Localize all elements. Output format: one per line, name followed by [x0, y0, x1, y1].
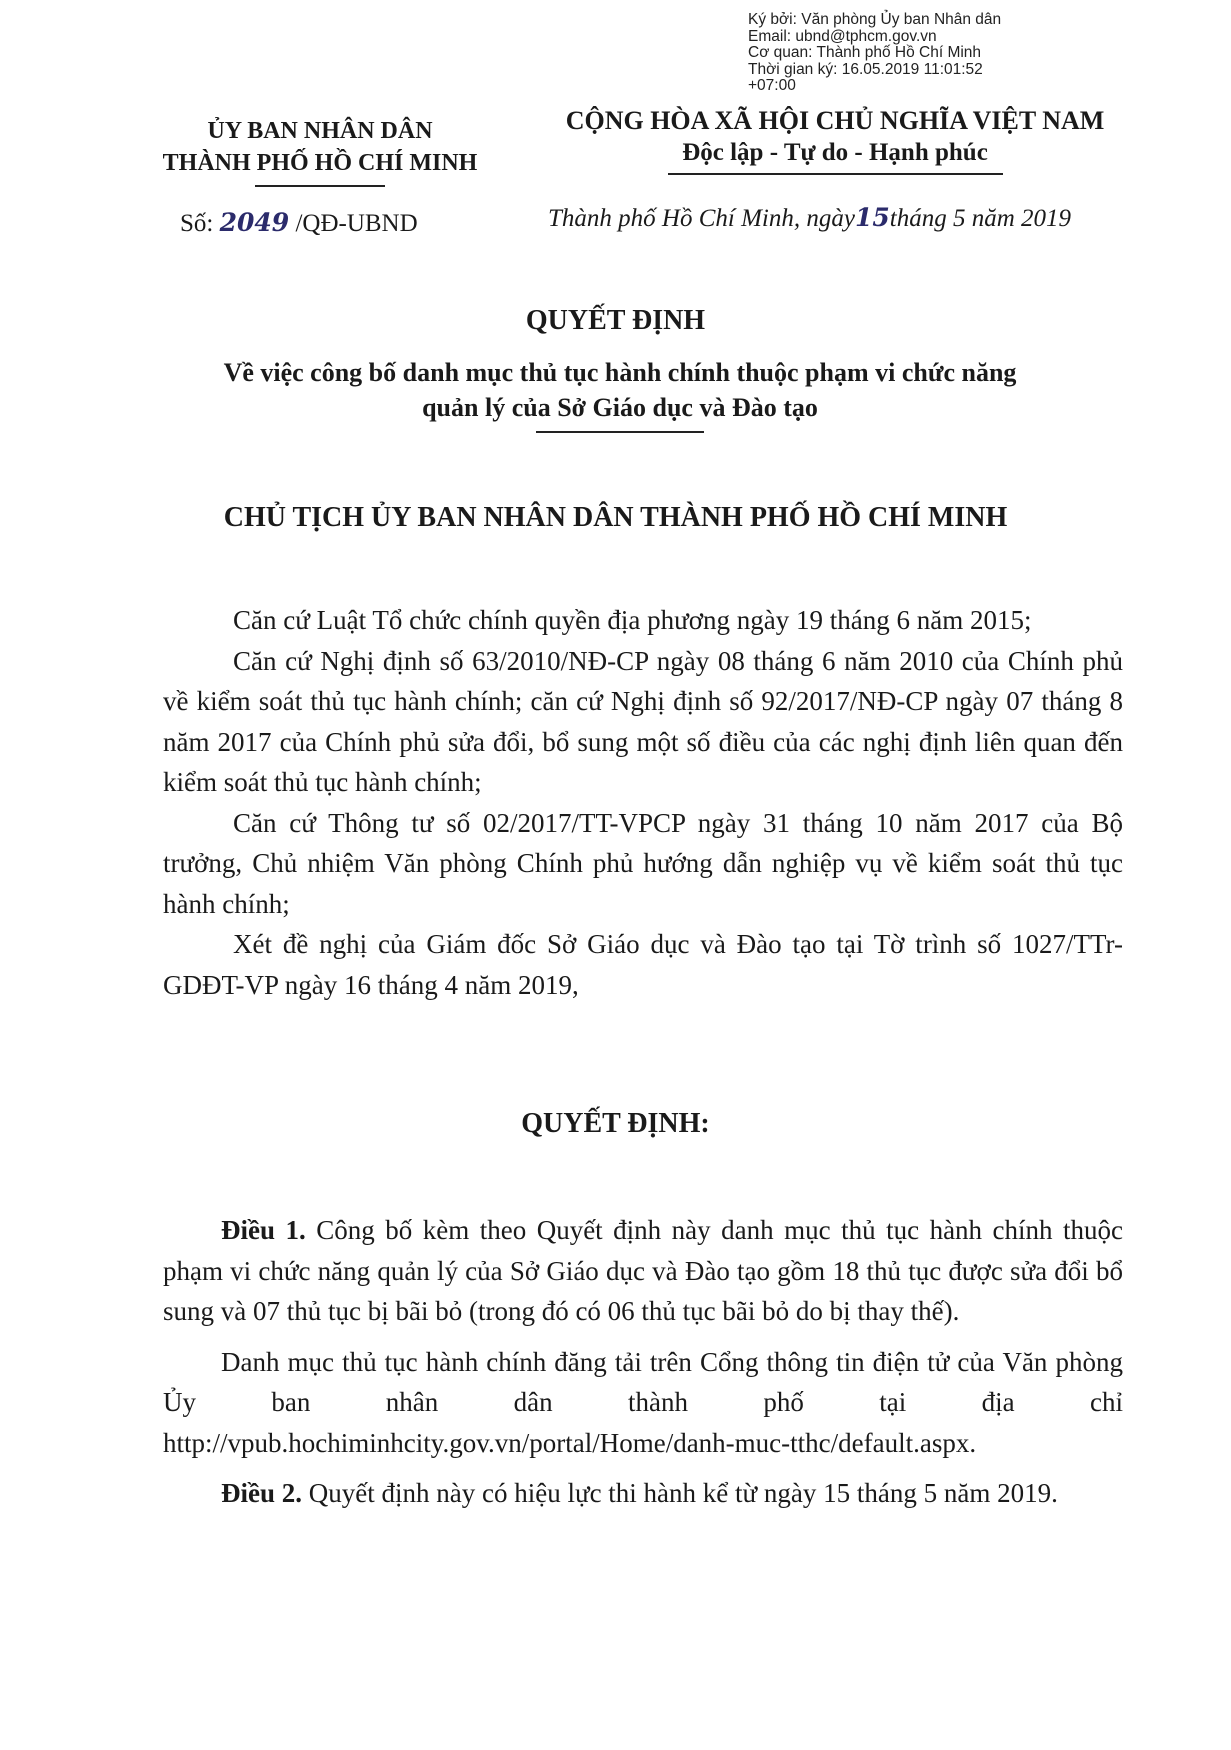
doc-number-handwritten: 2049 [219, 208, 290, 237]
article-1 [163, 1210, 1123, 1332]
national-header [540, 105, 1130, 175]
doc-number-prefix: Số: [180, 210, 220, 237]
date-suffix: tháng 5 năm 2019 [889, 205, 1071, 232]
subtitle-line-1: Về việc công bố danh mục thủ tục hành chính thuộc phạm vi chức năng [223, 358, 1017, 387]
basis-paragraph: Căn cứ Nghị định số 63/2010/NĐ-CP ngày 08 tháng 6 năm 2010 của Chính phủ về kiểm soát thủ tục hành chính; căn cứ Nghị định số 92/2017/NĐ-CP ngày 07 tháng 8 năm 2017 của Chính phủ sửa đổi, bổ sung một số điều của các nghị định liên quan đến kiểm soát thủ tục hành chính; [163, 645, 1123, 797]
signature-timezone: +07:00 [748, 77, 796, 94]
national-motto: Độc lập - Tự do - Hạnh phúc [682, 139, 988, 166]
document-title: QUYẾT ĐỊNH [525, 305, 706, 336]
article-1-paragraph-2: Danh mục thủ tục hành chính đăng tải trên Cổng thông tin điện tử của Văn phòng Ủy ban nhân dân thành phố tại địa chỉ http://vpub.hochiminhcity.gov.vn/portal/Home/danh-muc-tthc/default.aspx. [163, 1346, 1123, 1458]
article-1-label: Điều 1. [221, 1215, 306, 1245]
article-2-text: Quyết định này có hiệu lực thi hành kể từ ngày 15 tháng 5 năm 2019. [302, 1478, 1058, 1508]
document-number [180, 208, 418, 238]
date-day-handwritten: 15 [854, 203, 890, 232]
article-1-text: Công bố kèm theo Quyết định này danh mục thủ tục hành chính thuộc phạm vi chức năng quản lý của Sở Giáo dục và Đào tạo gồm 18 thủ tục được sửa đổi bổ sung và 07 thủ tục bị bãi bỏ (trong đó có 06 thủ tục bãi bỏ do bị thay thế). [163, 1215, 1124, 1326]
basis-paragraph: Căn cứ Thông tư số 02/2017/TT-VPCP ngày 31 tháng 10 năm 2017 của Bộ trưởng, Chủ nhiệm Văn phòng Chính phủ hướng dẫn nghiệp vụ về kiểm soát thủ tục hành chính; [163, 807, 1123, 919]
subtitle-line-2: quản lý của Sở Giáo dục và Đào tạo [422, 393, 818, 422]
article-2 [163, 1473, 1123, 1514]
legal-basis [163, 600, 1123, 1005]
date-line [548, 203, 1071, 233]
article-2-label: Điều 2. [221, 1478, 302, 1508]
issuing-agency-header [130, 115, 510, 187]
subtitle-underline [536, 431, 704, 433]
decision-articles [163, 1210, 1123, 1514]
signature-time: Thời gian ký: 16.05.2019 11:01:52 [748, 60, 983, 78]
document-subtitle [160, 355, 1080, 433]
basis-paragraph: Căn cứ Luật Tổ chức chính quyền địa phương ngày 19 tháng 6 năm 2015; [233, 605, 1032, 635]
basis-paragraph: Xét đề nghị của Giám đốc Sở Giáo dục và Đào tạo tại Tờ trình số 1027/TTr-GDĐT-VP ngày 16 tháng 4 năm 2019, [163, 929, 1123, 1000]
signature-agency: Cơ quan: Thành phố Hồ Chí Minh [748, 44, 982, 61]
motto-underline [668, 173, 1003, 175]
digital-signature-block [748, 12, 1208, 95]
decision-heading: QUYẾT ĐỊNH: [521, 1108, 710, 1139]
agency-underline [255, 185, 385, 187]
agency-line-2: THÀNH PHỐ HỒ CHÍ MINH [162, 150, 478, 176]
signature-signed-by: Ký bởi: Văn phòng Ủy ban Nhân dân [748, 11, 1002, 28]
doc-number-suffix: /QĐ-UBND [289, 210, 418, 237]
date-prefix: Thành phố Hồ Chí Minh, ngày [548, 205, 855, 232]
agency-line-1: ỦY BAN NHÂN DÂN [207, 118, 433, 144]
authority-heading: CHỦ TỊCH ỦY BAN NHÂN DÂN THÀNH PHỐ HỒ CHÍ MINH [223, 502, 1008, 533]
national-title: CỘNG HÒA XÃ HỘI CHỦ NGHĨA VIỆT NAM [565, 106, 1105, 135]
signature-email: Email: ubnd@tphcm.gov.vn [748, 27, 937, 45]
